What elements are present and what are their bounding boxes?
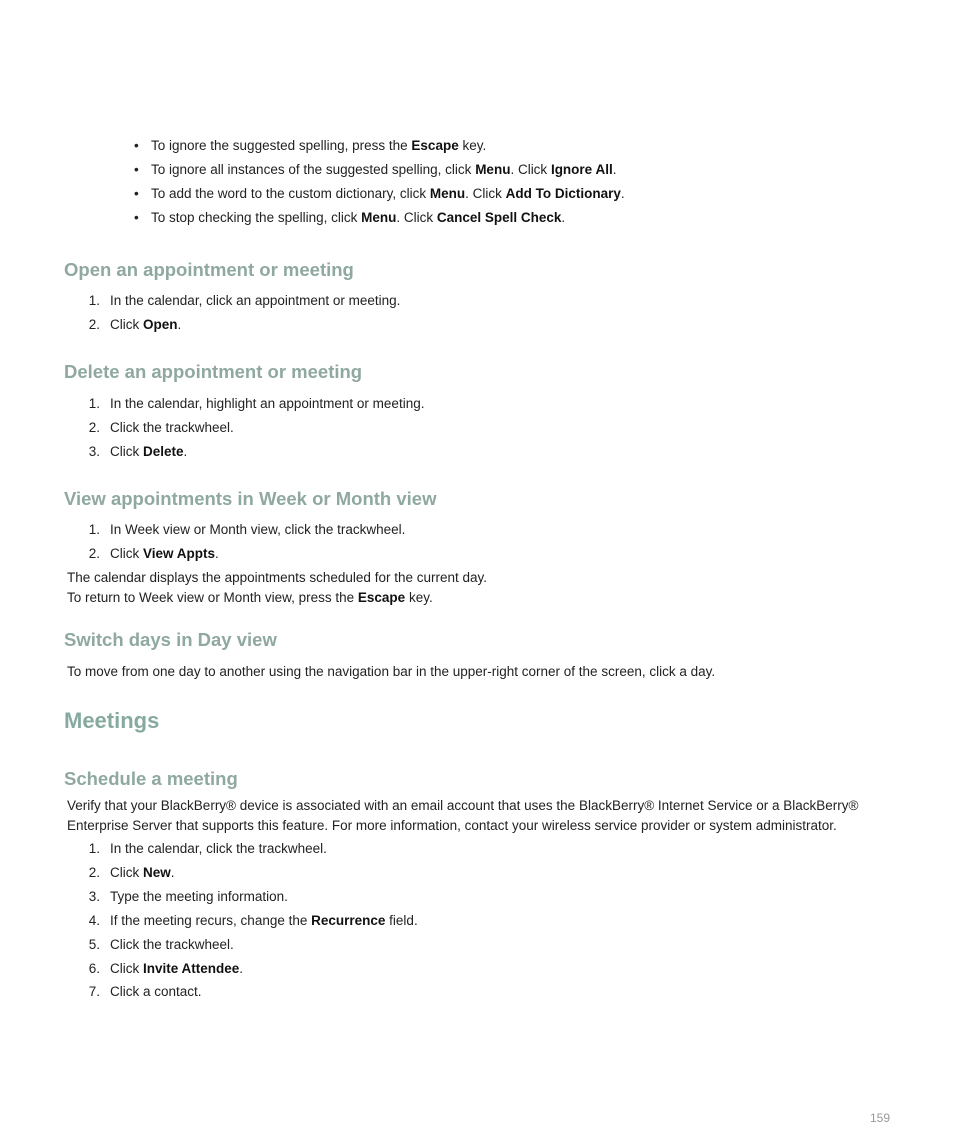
step-text: In the calendar, click the trackwheel. — [110, 841, 327, 856]
step-number: 2. — [88, 865, 100, 880]
page-number: 159 — [869, 1111, 890, 1125]
step-number: 1. — [88, 293, 100, 308]
step-text: Click Delete. — [110, 444, 188, 459]
step-text: Click Invite Attendee. — [110, 961, 244, 976]
step-text: In Week view or Month view, click the trackwheel. — [110, 522, 406, 537]
step-number: 6. — [88, 961, 100, 976]
bullet-icon: • — [134, 162, 139, 177]
bullet-icon: • — [134, 186, 139, 201]
step-number: 2. — [88, 546, 100, 561]
section-heading-view: View appointments in Week or Month view — [64, 488, 437, 509]
chapter-title: Meetings — [64, 708, 160, 733]
step-text: Click View Appts. — [110, 546, 219, 561]
paragraph: Verify that your BlackBerry® device is associated with an email account that uses the BlackBerry® Internet Service or a BlackBerry® — [67, 798, 859, 813]
step-number: 4. — [88, 913, 100, 928]
section-heading-delete: Delete an appointment or meeting — [64, 361, 363, 382]
step-number: 2. — [88, 317, 100, 332]
step-text: Click New. — [110, 865, 175, 880]
paragraph: To return to Week view or Month view, press the Escape key. — [67, 590, 433, 605]
section-heading-switch: Switch days in Day view — [64, 629, 277, 650]
step-number: 1. — [88, 396, 100, 411]
list-item-text: To add the word to the custom dictionary, click Menu. Click Add To Dictionary. — [151, 186, 625, 201]
step-text: Type the meeting information. — [110, 889, 288, 904]
bullet-icon: • — [134, 138, 139, 153]
paragraph: To move from one day to another using the navigation bar in the upper-right corner of the screen, click a day. — [67, 664, 716, 679]
step-text: Click a contact. — [110, 984, 202, 999]
step-text: Click the trackwheel. — [110, 937, 234, 952]
step-number: 3. — [88, 889, 100, 904]
step-number: 7. — [88, 984, 100, 999]
section-heading-schedule: Schedule a meeting — [64, 768, 238, 789]
step-number: 3. — [88, 444, 100, 459]
step-number: 5. — [88, 937, 100, 952]
step-text: In the calendar, click an appointment or meeting. — [110, 293, 401, 308]
step-number: 1. — [88, 522, 100, 537]
step-text: Click the trackwheel. — [110, 420, 234, 435]
list-item-text: To ignore all instances of the suggested spelling, click Menu. Click Ignore All. — [151, 162, 617, 177]
step-text: In the calendar, highlight an appointment or meeting. — [110, 396, 425, 411]
list-item-text: To stop checking the spelling, click Menu. Click Cancel Spell Check. — [151, 210, 566, 225]
bullet-icon: • — [134, 210, 139, 225]
step-text: Click Open. — [110, 317, 182, 332]
paragraph: Enterprise Server that supports this feature. For more information, contact your wireless service provider or system administrator. — [67, 818, 837, 833]
list-item-text: To ignore the suggested spelling, press the Escape key. — [151, 138, 487, 153]
step-number: 1. — [88, 841, 100, 856]
paragraph: The calendar displays the appointments scheduled for the current day. — [67, 570, 487, 585]
step-number: 2. — [88, 420, 100, 435]
section-heading-open: Open an appointment or meeting — [64, 259, 354, 280]
step-text: If the meeting recurs, change the Recurrence field. — [110, 913, 418, 928]
